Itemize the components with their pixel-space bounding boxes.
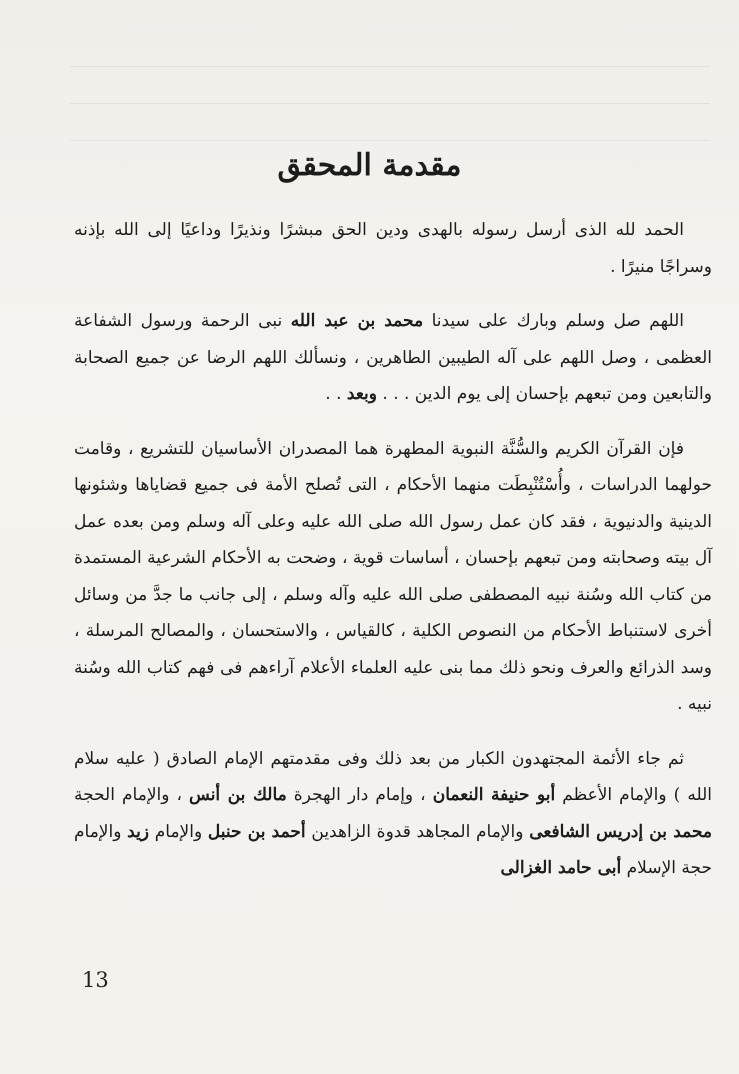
bold-name-run: محمد بن عبد الله [290,311,424,331]
text-run: نبى الرحمة ورسول الشفاعة العظمى ، وصل اللهم على آله الطيبين الطاهرين ، ونسألك اللهم الرضا عن جميع الصحابة والتابعين ومن تبعهم بإحسان إلى يوم الدين . . . [74,311,712,404]
page-title: مقدمة المحقق [277,148,462,184]
paragraph-imams [74,741,712,887]
text-run: ، وإمام دار الهجرة [286,785,433,805]
text-run: ثم جاء الأئمة المجتهدون الكبار من بعد ذلك وفى مقدمتهم الإمام الصادق ( عليه سلام الله ) والإمام الأعظم [74,748,712,805]
text-run: . . [325,384,347,404]
page-number: 13 [82,968,109,992]
text-run: والإمام [149,821,208,842]
bold-name-run: أبى حامد الغزالى [500,858,622,878]
text-run: اللهم صل وسلم وبارك على سيدنا [423,311,684,331]
paragraph-salutation [74,303,712,413]
bold-name-run: محمد بن إدريس الشافعى [529,821,713,842]
bold-name-run: وبعد [346,384,377,404]
bold-name-run: مالك بن أنس [189,785,287,805]
bold-name-run: أبو حنيفة النعمان [432,785,556,805]
body-text [74,212,712,887]
bold-name-run: زيد [127,821,150,842]
show-through-text [70,40,710,160]
text-run: والإمام المجاهد قدوة الزاهدين [305,821,530,842]
text-run: فإن القرآن الكريم والسُّنَّة النبوية المطهرة هما المصدران الأساسيان للتشريع ، وقامت حولهما الدراسات ، وأُسْتُنْبِطَت منهما الأحكام ، التى تُصلح الأمة فى جميع قضاياها وشئونها الدينية والدنيوية ، فقد كان عمل رسول الله صلى الله عليه وعلى آله وسلم ومن بعده عمل آل بيته وصحابته ومن تبعهم بإحسان ، أساسات قوية ، وضحت به الأحكام الشرعية المستمدة من كتاب الله وسُنة نبيه المصطفى صلى الله عليه وآله وسلم ، إلى جانب ما جدَّ من وسائل أخرى لاستنباط الأحكام من النصوص الكلية ، كالقياس ، والاستحسان ، والمصالح المرسلة ، وسد الذرائع والعرف ونحو ذلك مما بنى عليه العلماء الأعلام آراءهم فى فهم كتاب الله وسُنة نبيه . [74,438,712,714]
text-run: والإمام حجة الإسلام [74,821,712,878]
paragraph-sources-of-law [74,431,712,723]
text-run: ، والإمام الحجة [74,785,190,805]
bold-name-run: أحمد بن حنبل [207,821,306,842]
text-run: الحمد لله الذى أرسل رسوله بالهدى ودين الحق مبشرًا ونذيرًا وداعيًا إلى الله بإذنه وسراجًا منيرًا . [74,220,712,277]
paragraph-opening-praise [74,212,712,285]
